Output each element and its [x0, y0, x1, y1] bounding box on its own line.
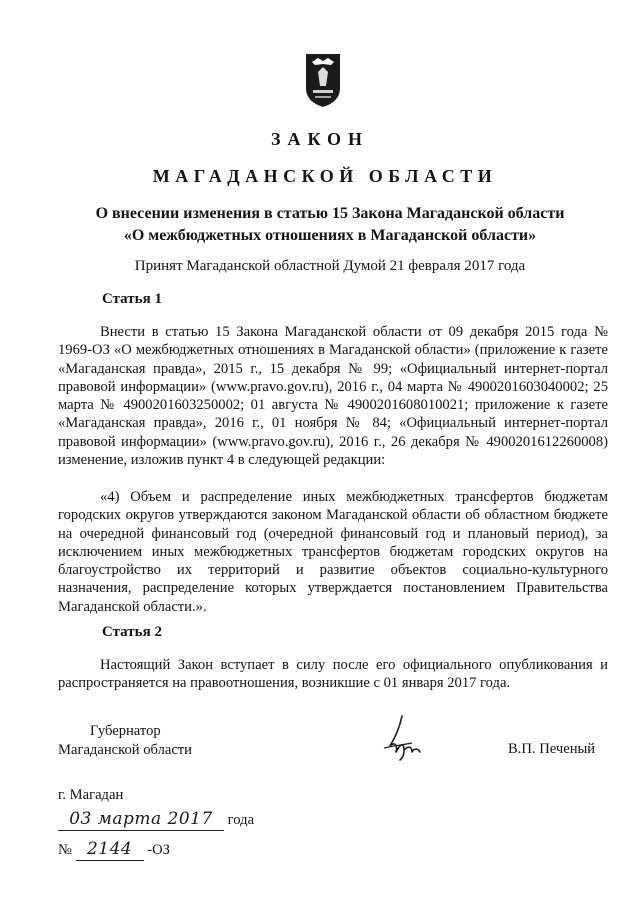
- date-suffix: года: [227, 812, 255, 828]
- law-subject-line-2: «О межбюджетных отношениях в Магаданской области»: [123, 227, 537, 244]
- signatory-position-line-1: Губернатор: [90, 723, 161, 739]
- article-1-heading: Статья 1: [102, 291, 162, 307]
- signatory-position-line-2: Магаданской области: [58, 742, 192, 758]
- law-number-line: [58, 839, 170, 861]
- signing-city: г. Магадан: [58, 787, 124, 803]
- article-1-paragraph-2: «4) Объем и распределение иных межбюджетных трансфертов бюджетам городских округов утверждаются законом Магаданской области об областном бюджете на очередной финансовый год (очередной финансовый год и плановый период), за исключением иных межбюджетных трансфертов бюджетам городских округов на благоустройство их территорий и развитие объектов социально-культурного назначения, распределение которых утверждается постановлением Правительства Магаданской области.».: [58, 489, 608, 615]
- region-title: МАГАДАНСКОЙ ОБЛАСТИ: [152, 166, 498, 186]
- coat-of-arms-emblem: [304, 52, 342, 108]
- number-sign: №: [58, 842, 72, 858]
- document-type-title: ЗАКОН: [270, 129, 370, 149]
- handwritten-date: 03 марта 2017: [58, 809, 224, 831]
- article-1-paragraph-1: Внести в статью 15 Закона Магаданской области от 09 декабря 2015 года № 1969-ОЗ «О межбюджетных отношениях в Магаданской области» (приложение к газете «Магаданская правда», 2015 г., 15 декабря № 99; «Официальный интернет-портал правовой информации» (www.pravo.gov.ru), 2016 г., 04 марта № 4900201603040002; 25 марта № 4900201603250002; 01 августа № 4900201608010021; приложение к газете «Магаданская правда», 2016 г., 01 ноября № 84; «Официальный интернет-портал правовой информации» (www.pravo.gov.ru), 2016 г., 26 декабря № 4900201612260008) изменение, изложив пункт 4 в следующей редакции:: [58, 324, 608, 469]
- handwritten-signature: [372, 712, 432, 764]
- handwritten-law-number: 2144: [76, 839, 144, 861]
- signatory-position: [58, 722, 192, 760]
- signing-date-line: [58, 809, 254, 833]
- law-number-suffix: -ОЗ: [147, 842, 170, 858]
- law-subject-line-1: О внесении изменения в статью 15 Закона Магаданской области: [95, 205, 565, 222]
- article-2-heading: Статья 2: [102, 624, 162, 640]
- adoption-note: Принят Магаданской областной Думой 21 февраля 2017 года: [134, 258, 526, 274]
- signatory-name: В.П. Печеный: [508, 741, 596, 757]
- law-subject: [0, 203, 640, 247]
- article-2-paragraph-1: Настоящий Закон вступает в силу после его официального опубликования и распространяется на правоотношения, возникшие с 01 января 2017 года.: [58, 657, 608, 692]
